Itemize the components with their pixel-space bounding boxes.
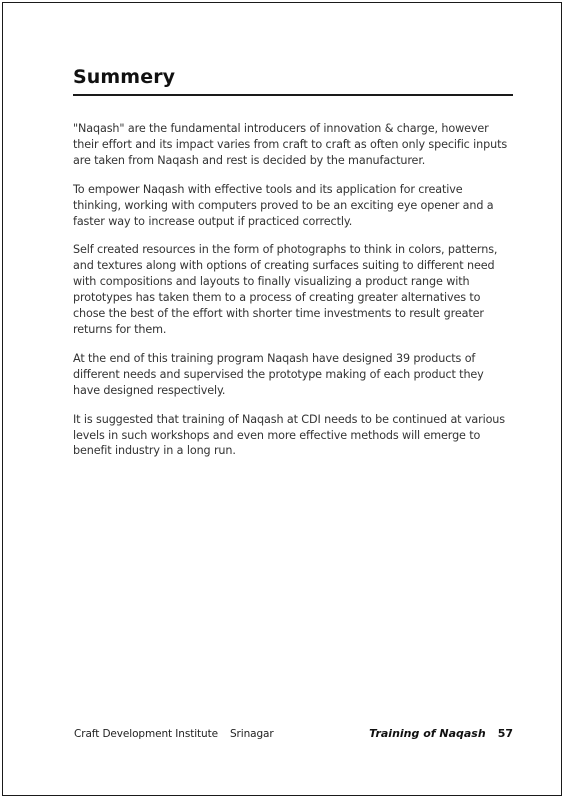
paragraph: "Naqash" are the fundamental introducers of innovation & charge, however their effort and its impact varies from craft to craft as often only specific inputs are taken from Naqash and rest is decided by the manufacturer. [73,122,508,167]
paragraph: It is suggested that training of Naqash at CDI needs to be continued at various levels in such workshops and even more effective methods will emerge to benefit industry in a long run. [73,412,505,458]
footer-running-title [369,727,513,740]
paragraph: Self created resources in the form of photographs to think in colors, patterns, and textures along with options of creating surfaces suiting to different need with compositions and layouts to finally visualizing a product range with prototypes has taken them to a process of creating greater alternatives to chose the best of the effort with shorter time investments to result greater returns for them. [73,243,498,336]
page-number: 57 [497,727,513,740]
body-text [73,121,513,472]
document-title: Training of Naqash [369,727,486,740]
institute-city: Srinagar [229,728,274,740]
heading-underline [73,94,513,96]
section-heading: Summery [73,66,176,88]
footer-institute [74,728,274,740]
institute-name: Craft Development Institute [74,728,218,740]
paragraph: To empower Naqash with effective tools and its application for creative thinking, working with computers proved to be an exciting eye opener and a faster way to increase output if practiced correctly. [73,182,494,228]
paragraph: At the end of this training program Naqash have designed 39 products of different needs and supervised the prototype making of each product they have designed respectively. [73,351,484,397]
